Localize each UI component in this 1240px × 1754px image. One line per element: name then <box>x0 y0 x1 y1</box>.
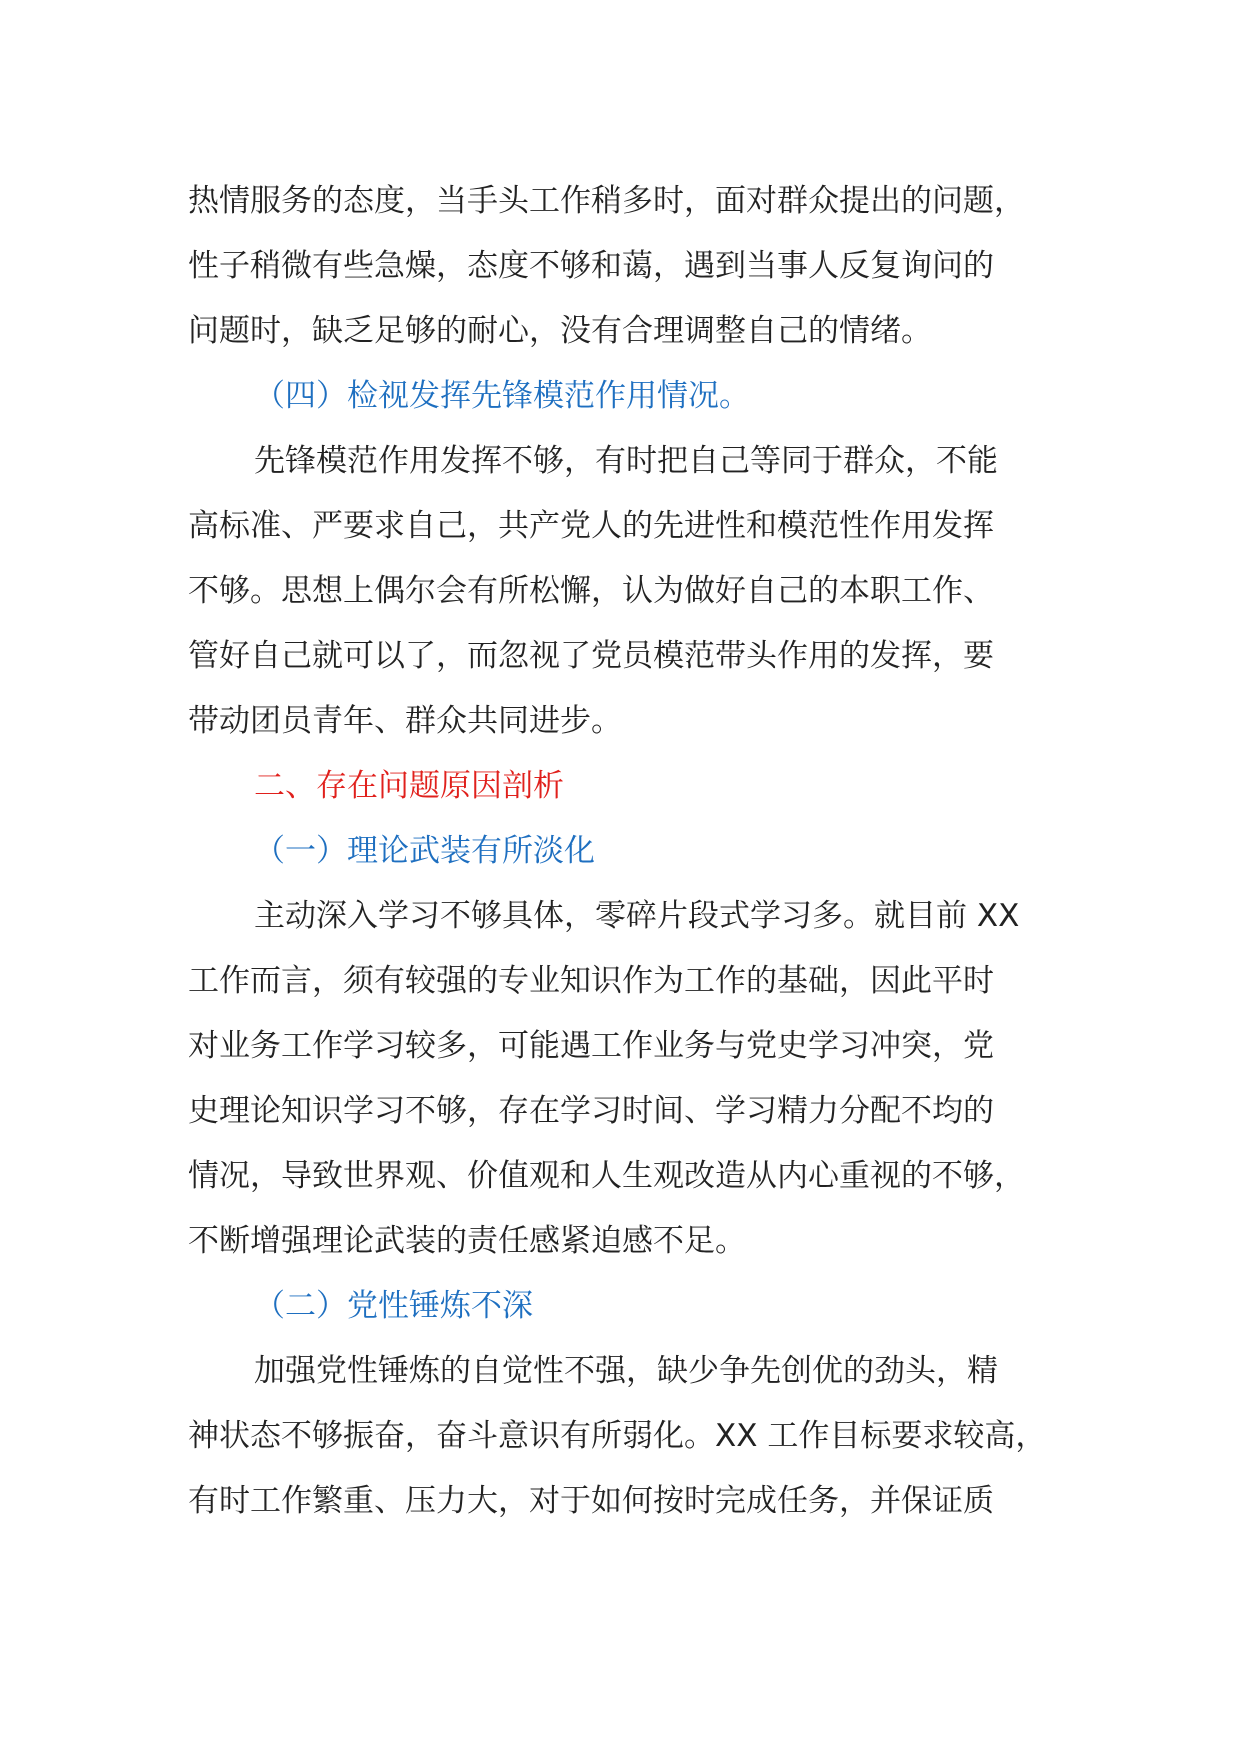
section-subheading: （二）党性锤炼不深 <box>254 1288 533 1324</box>
body-line: 性子稍微有些急燥，态度不够和蔼，遇到当事人反复询问的 <box>188 248 994 284</box>
body-line: 带动团员青年、群众共同进步。 <box>188 703 622 739</box>
body-line: 史理论知识学习不够，存在学习时间、学习精力分配不均的 <box>188 1093 994 1129</box>
body-line: 高标准、严要求自己，共产党人的先进性和模范性作用发挥 <box>188 508 994 544</box>
document-body <box>188 169 1078 1534</box>
section-heading: 二、存在问题原因剖析 <box>254 768 564 804</box>
body-line: 热情服务的态度，当手头工作稍多时，面对群众提出的问题， <box>188 183 1025 219</box>
body-line: 加强党性锤炼的自觉性不强，缺少争先创优的劲头，精 <box>254 1353 998 1389</box>
body-line: 不断增强理论武装的责任感紧迫感不足。 <box>188 1223 746 1259</box>
body-line: 神状态不够振奋，奋斗意识有所弱化。XX 工作目标要求较高， <box>188 1418 1047 1454</box>
body-line: 不够。思想上偶尔会有所松懈，认为做好自己的本职工作、 <box>188 573 994 609</box>
section-subheading: （一）理论武装有所淡化 <box>254 833 595 869</box>
body-line: 先锋模范作用发挥不够，有时把自己等同于群众，不能 <box>254 443 998 479</box>
body-line: 主动深入学习不够具体，零碎片段式学习多。就目前 XX <box>254 898 1020 934</box>
body-line: 问题时，缺乏足够的耐心，没有合理调整自己的情绪。 <box>188 313 932 349</box>
body-line: 情况，导致世界观、价值观和人生观改造从内心重视的不够， <box>188 1158 1025 1194</box>
body-line: 工作而言，须有较强的专业知识作为工作的基础，因此平时 <box>188 963 994 999</box>
body-line: 对业务工作学习较多，可能遇工作业务与党史学习冲突，党 <box>188 1028 994 1064</box>
body-line: 有时工作繁重、压力大，对于如何按时完成任务，并保证质 <box>188 1483 994 1519</box>
body-line: 管好自己就可以了，而忽视了党员模范带头作用的发挥，要 <box>188 638 994 674</box>
section-subheading: （四）检视发挥先锋模范作用情况。 <box>254 378 750 414</box>
